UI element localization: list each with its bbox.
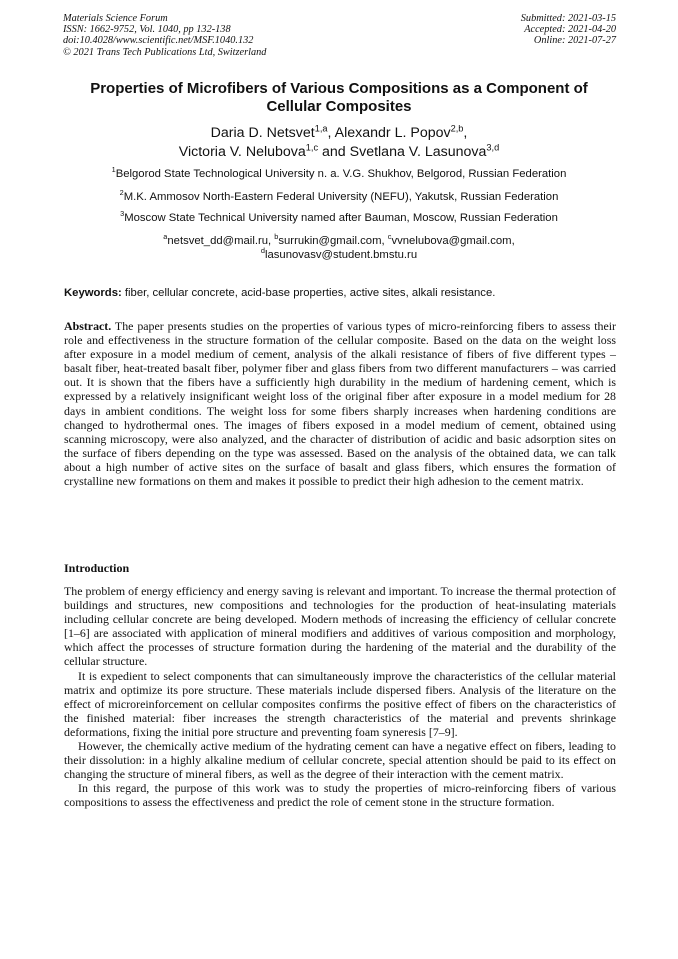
paragraph: The problem of energy efficiency and energy saving is relevant and important. To increase the thermal protection of buildings and structures, new compositions and technologies for the production of heat-insulating materials including cellular concrete are being developed. Modern methods of increasing the efficiency of cellular concrete [1–6] are associated with application of mineral modifiers and additives of various composition and morphology, which affect the processes of structure formation during the hardening of the material and the durability of the cellular structure. [64,584,616,669]
author-separator: , [463,125,468,141]
keywords-text: fiber, cellular concrete, acid-base properties, active sites, alkali resistance. [121,287,496,299]
email-link[interactable]: surrukin@gmail.com [278,235,382,247]
introduction-body [64,584,616,810]
paragraph: In this regard, the purpose of this work was to study the properties of micro-reinforcing fibers of various compositions to assess the effectiveness and predict the role of cement stone in the structure formation. [64,781,616,810]
email-separator: , [381,235,388,247]
email-link[interactable]: vvnelubova@gmail.com [391,235,512,247]
abstract-text: The paper presents studies on the properties of various types of micro-reinforcing fibers to assess their role and effectiveness in the structure formation of the cellular composite. Based on the data on the weight loss after exposure in a model medium of cement, analysis of the alkali resistance of fibers of five different types – basalt fiber, heat-treated basalt fiber, polymer fiber and glass fibers from two different manufacturers – was carried out. It is shown that the fibers have a sufficiently high durability in the medium of hardening cement, which is expressed by a relatively insignificant weight loss of the original fiber after exposure in a model medium for 28 days in ambient conditions. The weight loss for some fibers sharply increases when hardening conditions are changed to hydrothermal ones. The images of fibers exposed in a model medium of cement, obtained using scanning microscopy, were also analyzed, and the character of distribution of acidic and basic adsorption sites on the surface of fibers depending on the type was assessed. Based on the analysis of the obtained data, we can talk about a high number of active sites on the surface of basalt and glass fibers, which ensures the formation of crystalline new formations on them and makes it possible to predict their high adhesion to the cement matrix. [64,319,616,489]
affiliation-number: 3 [120,209,125,219]
journal-copyright: © 2021 Trans Tech Publications Ltd, Switzerland [63,46,267,58]
email-line-1 [60,234,618,248]
author-list [60,124,618,161]
author-line-1 [60,124,618,143]
affiliation-text: Belgorod State Technological University n. a. V.G. Shukhov, Belgorod, Russian Federation [115,168,567,180]
accepted-date: Accepted: 2021-04-20 [524,24,616,36]
email-separator: , [511,235,515,247]
title-line-1: Properties of Microfibers of Various Compositions as a Component of [90,80,588,97]
affiliation-1 [60,167,618,181]
author-affiliation-mark: 2,b [450,123,464,134]
paragraph: However, the chemically active medium of the hydrating cement can have a negative effect on fibers, leading to their dissolution: in a highly alkaline medium of cellular concrete, special attention should be paid to its effect on changing the structure of mineral fibers, as well as the degree of their interaction with the cement matrix. [64,739,616,782]
affiliation-text: Moscow State Technical University named after Bauman, Moscow, Russian Federation [124,212,558,224]
journal-name: Materials Science Forum [63,13,168,24]
email-mark: a [163,232,168,242]
author-affiliation-mark: 3,d [486,141,500,152]
keywords [64,286,616,300]
submitted-date: Submitted: 2021-03-15 [520,13,616,24]
email-link[interactable]: lasunovasv@student.bmstu.ru [264,249,418,262]
author-separator: , [327,125,335,141]
online-date: Online: 2021-07-27 [533,35,616,47]
author-name: Alexandr L. Popov [334,125,451,141]
journal-issn: ISSN: 1662-9752, Vol. 1040, pp 132-138 [63,24,231,36]
paragraph: It is expedient to select components that can simultaneously improve the characteristics of the cellular material matrix and optimize its pore structure. These materials include dispersed fibers. Analysis of the literature on the effect of microreinforcement on cellular composites confirms the positive effect of fibers on the characteristics of the finished material: fiber increases the strength characteristics of the material and prevents shrinkage deformations, fixing the initial pore structure and preventing foam syneresis [7–9]. [64,668,616,739]
author-name: Daria D. Netsvet [210,125,315,141]
author-line-2 [60,143,618,162]
abstract-label: Abstract. [64,319,112,333]
email-mark: c [387,232,392,242]
email-line-2 [60,248,618,262]
email-separator: , [268,235,275,247]
affiliation-3 [60,211,618,225]
affiliation-2 [60,190,618,204]
email-mark: d [260,246,265,256]
submission-dates [521,13,616,47]
paper-title [60,80,618,116]
author-name: Svetlana V. Lasunova [349,143,487,160]
affiliation-text: M.K. Ammosov North-Eastern Federal University (NEFU), Yakutsk, Russian Federation [123,191,559,203]
affiliation-number: 1 [111,165,116,175]
title-line-2: Cellular Composites [266,98,412,115]
author-affiliation-mark: 1,c [305,141,319,152]
author-emails [60,234,618,263]
keywords-label: Keywords: [64,287,122,299]
email-link[interactable]: netsvet_dd@mail.ru [167,235,269,247]
abstract [64,319,616,488]
section-heading-introduction: Introduction [64,561,130,575]
email-mark: b [274,232,279,242]
author-affiliation-mark: 1,a [314,123,328,134]
author-separator: and [318,143,350,160]
journal-doi: doi:10.4028/www.scientific.net/MSF.1040.132 [63,35,254,47]
journal-info [63,13,266,58]
affiliation-number: 2 [119,188,124,198]
author-name: Victoria V. Nelubova [178,143,306,160]
